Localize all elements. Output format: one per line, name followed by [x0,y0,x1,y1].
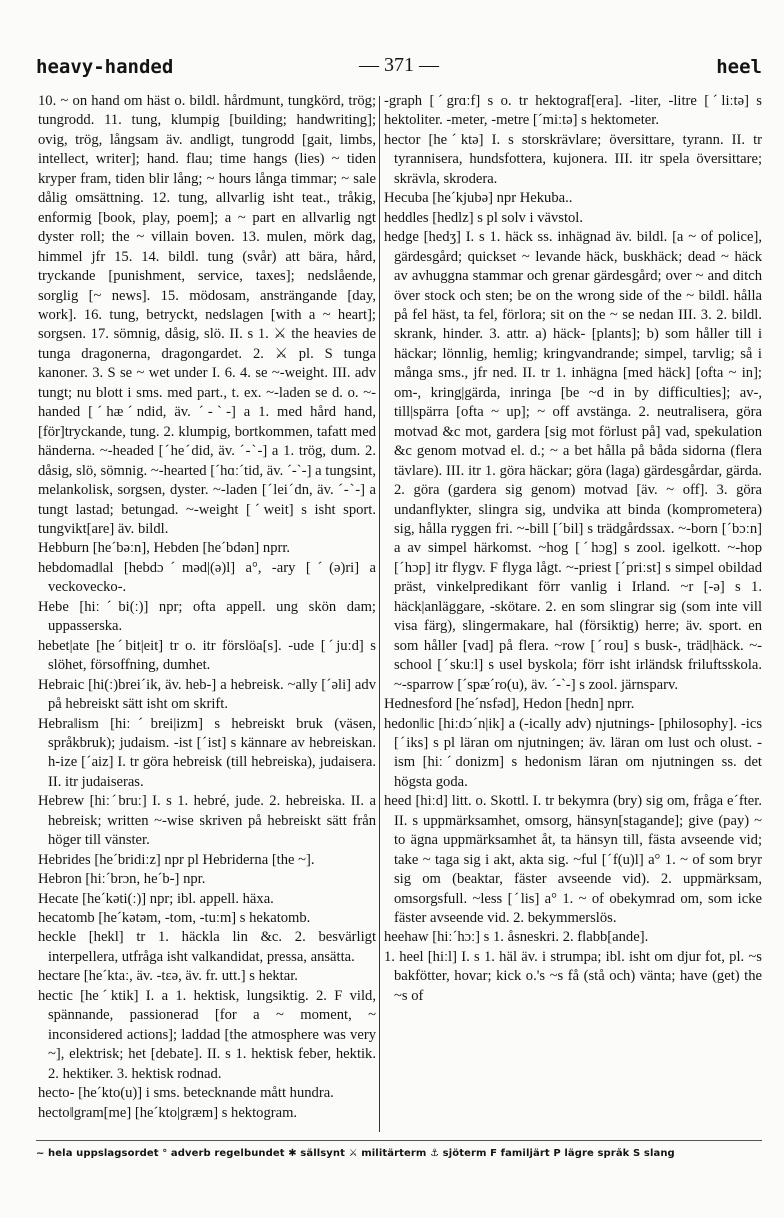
dictionary-entry: Hebraic [hi(ː)breiˊik, äv. heb-] a hebreisk. ~ally [ˊəli] adv på hebreiskt sätt isht om skrift. [38,676,376,713]
dictionary-entry: Hebron [hiːˊbrɔn, heˊb-] npr. [38,871,206,888]
dictionary-entry: Hebrew [hiːˊbruː] I. s 1. hebré, jude. 2. hebreiska. II. a hebreisk; written ~-wise skriven på hebreiskt sätt från höger till vänster. [38,793,376,849]
abbreviation-legend: ~ hela uppslagsordet ° adverb regelbundet ✱ sällsynt ⚔ militärterm ⚓ sjöterm F familjärt P lägre språk S slang [36,1148,675,1159]
left-running-headword: heavy-handed [36,56,174,78]
dictionary-entry: heed [hiːd] litt. o. Skottl. I. tr bekymra (bry) sig om, fråga eˊfter. II. s uppmärksamhet, omsorg, hänsyn[stagande]; give (pay) ~ to ägna uppmärksamhet åt, ta hänsyn till, fästa avseende vid; take ~ taga sig i akt, akta sig. ~ful [ˊf(u)l] a° 1. ~ of som bryr sig om (beaktar, fäster avseende vid). 2. uppmärksam, omsorgsfull. ~less [ˊlis] a° 1. ~ of obekymrad om, som icke fäster avseende vid. 2. bekymmerslös. [384,793,762,927]
column-divider [379,96,380,1132]
dictionary-entry: heehaw [hiːˊhɔː] s 1. åsneskri. 2. flabb[ande]. [384,929,649,946]
right-column [384,92,762,1138]
dictionary-entry: Hebburn [heˊbəːn], Hebden [heˊbdən] nprr. [38,540,291,557]
dictionary-entry: 1. heel [hiːl] I. s 1. häl äv. i strumpa; ibl. isht om djur fot, pl. ~s bakfötter, hovar; kick o.'s ~s få (stå och) vänta; have (get) the ~s of [384,948,762,1004]
dictionary-entry: hebdomad‖al [hebdɔˊməd|(ə)l] a°, -ary [ˊ(ə)ri] a veckovecko-. [38,559,376,596]
dictionary-entry: Hebrides [heˊbridiːz] npr pl Hebriderna [the ~]. [38,851,315,868]
dictionary-entry: Hecuba [heˊkjubə] npr Hekuba.. [384,190,573,207]
dictionary-entry: hectare [heˊktaː, äv. -tεə, äv. fr. utt.] s hektar. [38,968,298,985]
footer-rule [36,1140,762,1141]
dictionary-entry: hecto- [heˊkto(u)] i sms. betecknande mått hundra. [38,1085,334,1102]
page-number: — 371 — [359,54,439,76]
dictionary-entry: hedon‖ic [hiːdɔˊn|ik] a (-ically adv) njutnings- [philosophy]. -ics [ˊiks] s pl läran om njutningen; äv. läran om lust och olust. -ism [hiːˊdonizm] s hedonism läran om njutningen ss. det högsta goda. [384,715,762,790]
dictionary-entry: 10. ~ on hand om häst o. bildl. hårdmunt, tungkörd, trög; tungrodd. 11. tung, klumpig [building; handwriting]; ovig, trög, långsam äv. andligt, tungrodd [gait, limbs, intellect, writer]; hand. flau; time hangs (lies) ~ tiden kryper fram, tiden blir lång; ~ hours långa timmar; ~ sale dålig omsättning. 12. tung, allvarlig isht teat., tråkig, enformig [book, play, poem]; a ~ part en allvarlig ngt dyster roll; the ~ villain boven. 13. mulen, mörk dag, himmel jfr 15. 14. bildl. tung (svår) att bära, hård, tryckande [punishment, service, taxes]; nedslående, sorglig [~ news]. 15. mödosam, ansträngande [day, work]. 16. tung, betryckt, nedslagen [with a ~ heart]; sorgsen. 17. sömnig, dåsig, slö. II. s 1. ⚔ the heavies de tunga dragonerna, dragongardet. 2. ⚔ pl. S tunga kanoner. 3. S se ~ wet under I. 6. 4. se ~-weight. III. adv tungt; nu blott i sms. med part., t. ex. ~-laden se d. o. ~-handed [ˊhæˊndid, äv. ˊ-ˋ-] a 1. med hård hand, [för]tryckande, tung. 2. klumpig, bortkommen, tafatt med händerna. ~-headed [ˊheˊdid, äv. ˊ-ˋ-] a 1. trög, dum. 2. dåsig, slö, sömnig. ~-hearted [ˊhɑːˊtid, äv. ˊ-ˋ-] a tungsint, melankolisk, sorgsen, dyster. ~-laden [ˊleiˊdn, äv. ˊ-ˋ-] a tungt lastad; betungad. ~-weight [ˊweit] s isht sport. tungvikt[are] äv. bildl. [38,93,376,537]
dictionary-entry: hebet|ate [heˊbit|eit] tr o. itr förslöa[s]. -ude [ˊjuːd] s slöhet, försoffning, dumhet. [38,637,376,674]
dictionary-entry: heddles [hedlz] s pl solv i vävstol. [384,209,584,226]
left-column [38,92,376,1138]
dictionary-entry: hedge [hedʒ] I. s 1. häck ss. inhägnad äv. bildl. [a ~ of police], gärdesgård; quickset ~ levande häck, buskhäck; dead ~ häck av avhuggna stammar och grenar gärdesgård; over ~ and ditch över stock och sten; be on the wrong side of the ~ bildl. hålla på fel häst, ta fel, förlora; sit on the ~ se nedan III. 3. 2. bildl. skrank, hinder. 3. attr. a) häck- [plants]; b) som håller till i häckar; lönnlig, hemlig; kringvandrande; simpel, tarvlig; så i många sms., jfr ned. II. tr 1. inhägna [med häck] [ofta ~ in]; om-, kring|gärda, inringa [be ~d in by difficulties]; av-, till|spärra [ofta ~ up]; ~ off avstänga. 2. neutralisera, göra motvad &c mot, gardera [sig mot förlust på] vad, spekulation &c genom motvad el. d.; ~ a bet hålla på båda sidorna (flera tävlare). III. itr 1. göra häckar; göra (laga) gärdesgårdar, gärda. 2. göra (gardera sig genom) motvad [äv. ~ off]. 3. göra undanflykter, slingra sig, undvika att binda (komprometera) sig, hålla ryggen fri. ~-bill [ˊbil] s trädgårdssax. ~-born [ˊbɔːn] a av simpel härkomst. ~hog [ˊhɔg] s zool. igelkott. ~-hop [ˊhɔp] itr flygv. F flyga lågt. ~-priest [ˊpriːst] s simpel obildad präst, vinkelpredikant förr vanlig i Irland. ~r [-ə] s 1. häck|anläggare, -skötare. 2. en som slingrar sig (som inte vill visa färg), slingermakare, hal (försiktig) herre; äv. sport. en som håller [vad] på flera. ~row [ˊrou] s busk-, träd|häck. ~-school [ˊskuːl] s usel byskola; förr isht irländsk friluftsskola. ~-sparrow [ˊspæˊro(u), äv. ˊ-ˋ-] s zool. järnsparv. [384,229,762,693]
dictionary-entry: Hebe [hiːˊbi(ː)] npr; ofta appell. ung skön dam; uppasserska. [38,598,376,635]
page-header [36,50,762,82]
dictionary-entry: Hednesford [heˊnsfəd], Hedon [hedn] nprr. [384,696,635,713]
dictionary-entry: hectic [heˊktik] I. a 1. hektisk, lungsiktig. 2. F vild, spännande, passionerad [for a ~ moment, ~ inconsidered actions]; laddad [the atmosphere was very ~], elektrisk; het [debate]. II. s 1. hektisk feber, hektik. 2. hektiker. 3. hektisk rodnad. [38,987,376,1082]
dictionary-entry: Hecate [heˊkəti(ː)] npr; ibl. appell. häxa. [38,890,274,907]
dictionary-entry: -graph [ˊgrɑːf] s o. tr hektograf[era]. -liter, -litre [ˊliːtə] s hektoliter. -meter, -metre [ˊmiːtə] s hektometer. [384,93,762,129]
dictionary-entry: hecatomb [heˊkətəm, -tom, -tuːm] s hekatomb. [38,910,311,927]
right-running-headword: heel [716,56,762,78]
dictionary-entry: Hebra‖ism [hiːˊbrei|izm] s hebreiskt bruk (väsen, språkbruk); judaism. -ist [ˊist] s kännare av hebreiskan. h-ize [ˊaiz] I. tr göra hebreisk (till hebreiska), judaisera. II. itr judaiseras. [38,715,376,790]
dictionary-entry: hector [heˊktə] I. s storskrävlare; översittare, tyrann. II. tr tyrannisera, hundsfottera, kujonera. III. itr spela översittare; skrävla, skrodera. [384,131,762,187]
dictionary-entry: hecto‖gram[me] [heˊkto|græm] s hektogram. [38,1104,298,1121]
dictionary-entry: heckle [hekl] tr 1. häckla lin &c. 2. besvärligt interpellera, utfråga isht valkandidat, pressa, ansätta. [38,929,376,965]
